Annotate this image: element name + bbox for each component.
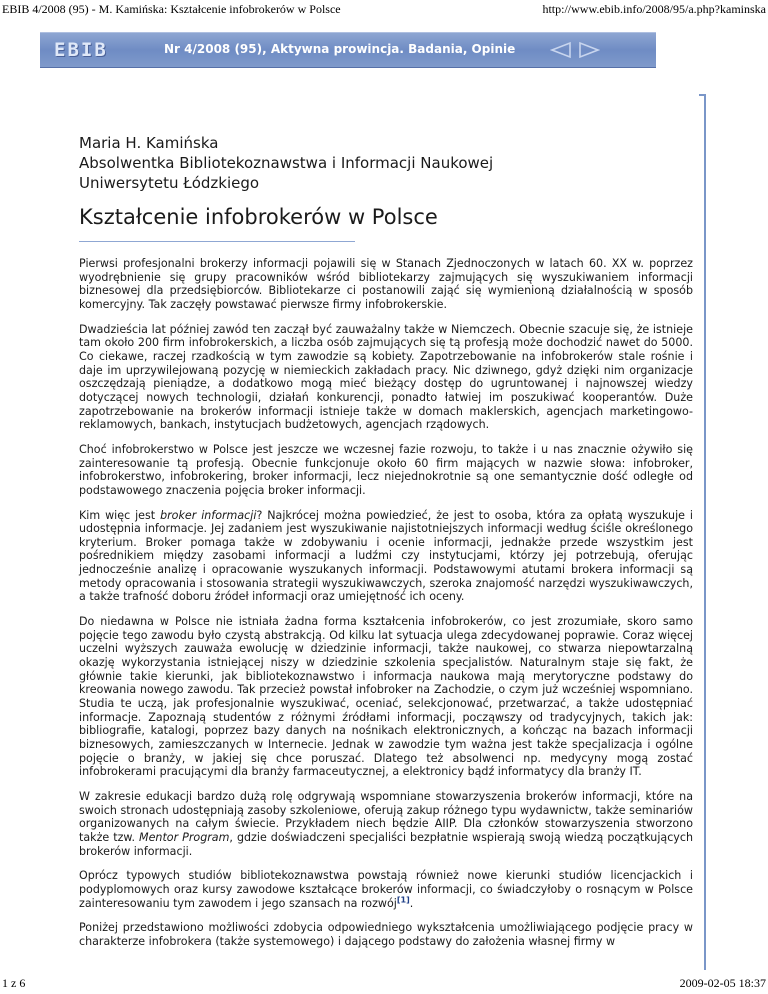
- paragraph-2: Dwadzieścia lat później zawód ten zaczął być zauważalny także w Niemczech. Obecnie szacuje się, że istnieje tam około 200 firm infobrokerskich, a liczba osób zajmujących się tą profesją może dochodzić nawet do 5000. Co ciekawe, raczej rzadkością w tym zawodzie są kobiety. Zapotrzebowanie na infobrokerów stale rośnie i daje im uprzywilejowaną pozycję w niemieckich zakładach pracy. Nic dziwnego, gdyż dzięki nim organizacje oszczędzają pieniądze, a dodatkowo mogą mieć bieżący dostęp do ugruntowanej i najnowszej wiedzy dotyczącej nowych technologii, działań konkurencji, ponadto łatwiej im poszukiwać kooperantów. Duże zapotrzebowanie na brokerów informacji istnieje także w domach maklerskich, agencjach marketingowo-reklamowych, bankach, instytucjach budżetowych, agencjach rządowych.: [79, 322, 693, 432]
- footnote-link-1[interactable]: [1]: [396, 894, 410, 904]
- print-header-title: EBIB 4/2008 (95) - M. Kamińska: Kształcenie infobrokerów w Polsce: [2, 2, 341, 16]
- paragraph-3: Choć infobrokerstwo w Polsce jest jeszcze we wczesnej fazie rozwoju, to także i u nas znacznie ożywiło się zainteresowanie tą profesją. Obecnie funkcjonuje około 60 firm mających w nazwie słowa: infobroker, infobrokerstwo, infobrokering, broker informacji, lecz niejednokrotnie są one semantycznie dość odległe od podstawowego znaczenia pojęcia broker informacji.: [79, 442, 693, 497]
- title-underline: [79, 241, 355, 242]
- paragraph-8: Poniżej przedstawiono możliwości zdobycia odpowiedniego wykształcenia umożliwiającego podjęcie pracy w charakterze infobrokera (także systemowego) i dającego podstawy do założenia własnej firmy w: [79, 921, 693, 948]
- issue-title[interactable]: Nr 4/2008 (95), Aktywna prowincja. Badania, Opinie: [164, 42, 516, 56]
- paragraph-1: Pierwsi profesjonalni brokerzy informacji pojawili się w Stanach Zjednoczonych w latach 60. XX w. poprzez wyodrębnienie się grupy pracowników wśród bibliotekarzy zajmujących się wyszukiwaniem informacji biznesowej dla przedsiębiorców. Bibliotekarze ci postanowili zająć się wymienioną działalnością w sposób komercyjny. Tak zaczęły powstawać pierwsze firmy infobrokerskie.: [79, 257, 693, 311]
- arrow-left-icon[interactable]: [552, 43, 570, 57]
- paragraph-4-start: Kim więc jest: [79, 508, 161, 522]
- paragraph-7-text: Oprócz typowych studiów bibliotekoznawstwa powstają również nowe kierunki studiów licencjackich i podyplomowych oraz kursy zawodowe kształcące brokerów informacji, co świadczyłoby o rosnącym w Polsce zainteresowaniu tym zawodem i jego szansach na rozwój: [79, 869, 693, 910]
- author-affiliation: Absolwentka Bibliotekoznawstwa i Informacji Naukowej: [79, 154, 494, 172]
- term-mentor-program: Mentor Program: [139, 830, 230, 844]
- author-name: Maria H. Kamińska: [79, 134, 219, 152]
- print-header-url: http://www.ebib.info/2008/95/a.php?kaminska: [542, 2, 766, 16]
- paragraph-4: [79, 509, 693, 605]
- author-university: Uniwersytetu Łódzkiego: [79, 174, 260, 192]
- paragraph-6-rest: , gdzie doświadczeni specjaliści bezpłatnie wspierają swoją wiedzą początkujących brokerów informacji.: [79, 830, 694, 858]
- issue-navigation: [550, 41, 600, 59]
- article-body: [79, 257, 693, 960]
- print-timestamp: 2009-02-05 18:37: [679, 976, 766, 990]
- paragraph-6-start: W zakresie edukacji bardzo dużą rolę odgrywają wspomniane stowarzyszenia brokerów informacji, które na swoich stronach udostępniają zasoby szkoleniowe, oferują zakup różnego typu wydawnictw, także seminariów organizowanych na całym świecie. Przykładem niech będzie AIIP. Dla członków stowarzyszenia stworzono także tzw.: [79, 789, 693, 844]
- page-counter: 1 z 6: [2, 976, 26, 990]
- print-header: [0, 2, 768, 18]
- term-broker-informacji: broker informacji: [160, 508, 257, 522]
- author-block: [79, 133, 679, 193]
- arrow-right-icon[interactable]: [580, 43, 598, 57]
- paragraph-4-rest: ? Najkrócej można powiedzieć, że jest to osoba, która za opłatą wyszukuje i udostępnia informacje. Jej zadaniem jest wyszukiwanie najistotniejszych informacji według ściśle określonego kryterium. Broker pomaga także w zdobywaniu i ocenie informacji, jednakże przede wszystkim jest pośrednikiem między zasobami informacji a ludźmi czy instytucjami, którzy jej potrzebują, oferując jednocześnie analizę i opracowanie wyszukanych informacji. Podstawowymi atutami brokera informacji są metody opracowania i stosowania strategii wyszukiwawczych, szeroka znajomość narzędzi wyszukiwawczych, a także trafność doboru źródeł informacji oraz umiejętność ich oceny.: [79, 508, 693, 604]
- print-footer: [0, 976, 768, 992]
- content-border: [704, 94, 706, 970]
- paragraph-7: [79, 869, 693, 910]
- paragraph-5: Do niedawna w Polsce nie istniała żadna forma kształcenia infobrokerów, co jest zrozumiałe, skoro samo pojęcie tego zawodu było czystą abstrakcją. Od kilku lat sytuacja ulega zdecydowanej poprawie. Coraz więcej uczelni wyższych zauważa ewolucję w dziedzinie informacji, także naukowej, co stwarza niepowtarzalną okazję wykorzystania istniejącej niszy w dziedzinie szkolenia specjalistów. Naturalnym staje się fakt, że głównie takie kierunki, jak bibliotekoznawstwo i informacja naukowa mają merytoryczne podstawy do kreowania nowego zawodu. Tak przecież powstał infobroker na Zachodzie, o czym już wcześniej wspomniano. Studia te uczą, jak profesjonalnie wyszukiwać, oceniać, selekcjonować, przetwarzać, a także udostępniać informacje. Zapoznają studentów z różnymi źródłami informacji, począwszy od tradycyjnych, takich jak: bibliografie, katalogi, poprzez bazy danych na nośnikach elektronicznych, a kończąc na bazach informacji biznesowych, zamieszczanych w Internecie. Jednak w zawodzie tym ważna jest także specjalizacja i ogólne pojęcie o branży, w jakiej się chce poruszać. Dlatego też absolwenci np. medycyny mogą zostać infobrokerami pracującymi dla branży farmaceutycznej, a elektronicy bądź informatycy dla branży IT.: [79, 615, 693, 779]
- article-title: Kształcenie infobrokerów w Polsce: [79, 205, 438, 229]
- site-banner: [40, 32, 656, 68]
- ebib-logo[interactable]: EBIB: [54, 39, 108, 61]
- paragraph-7-end: .: [409, 896, 414, 910]
- paragraph-6: [79, 790, 693, 858]
